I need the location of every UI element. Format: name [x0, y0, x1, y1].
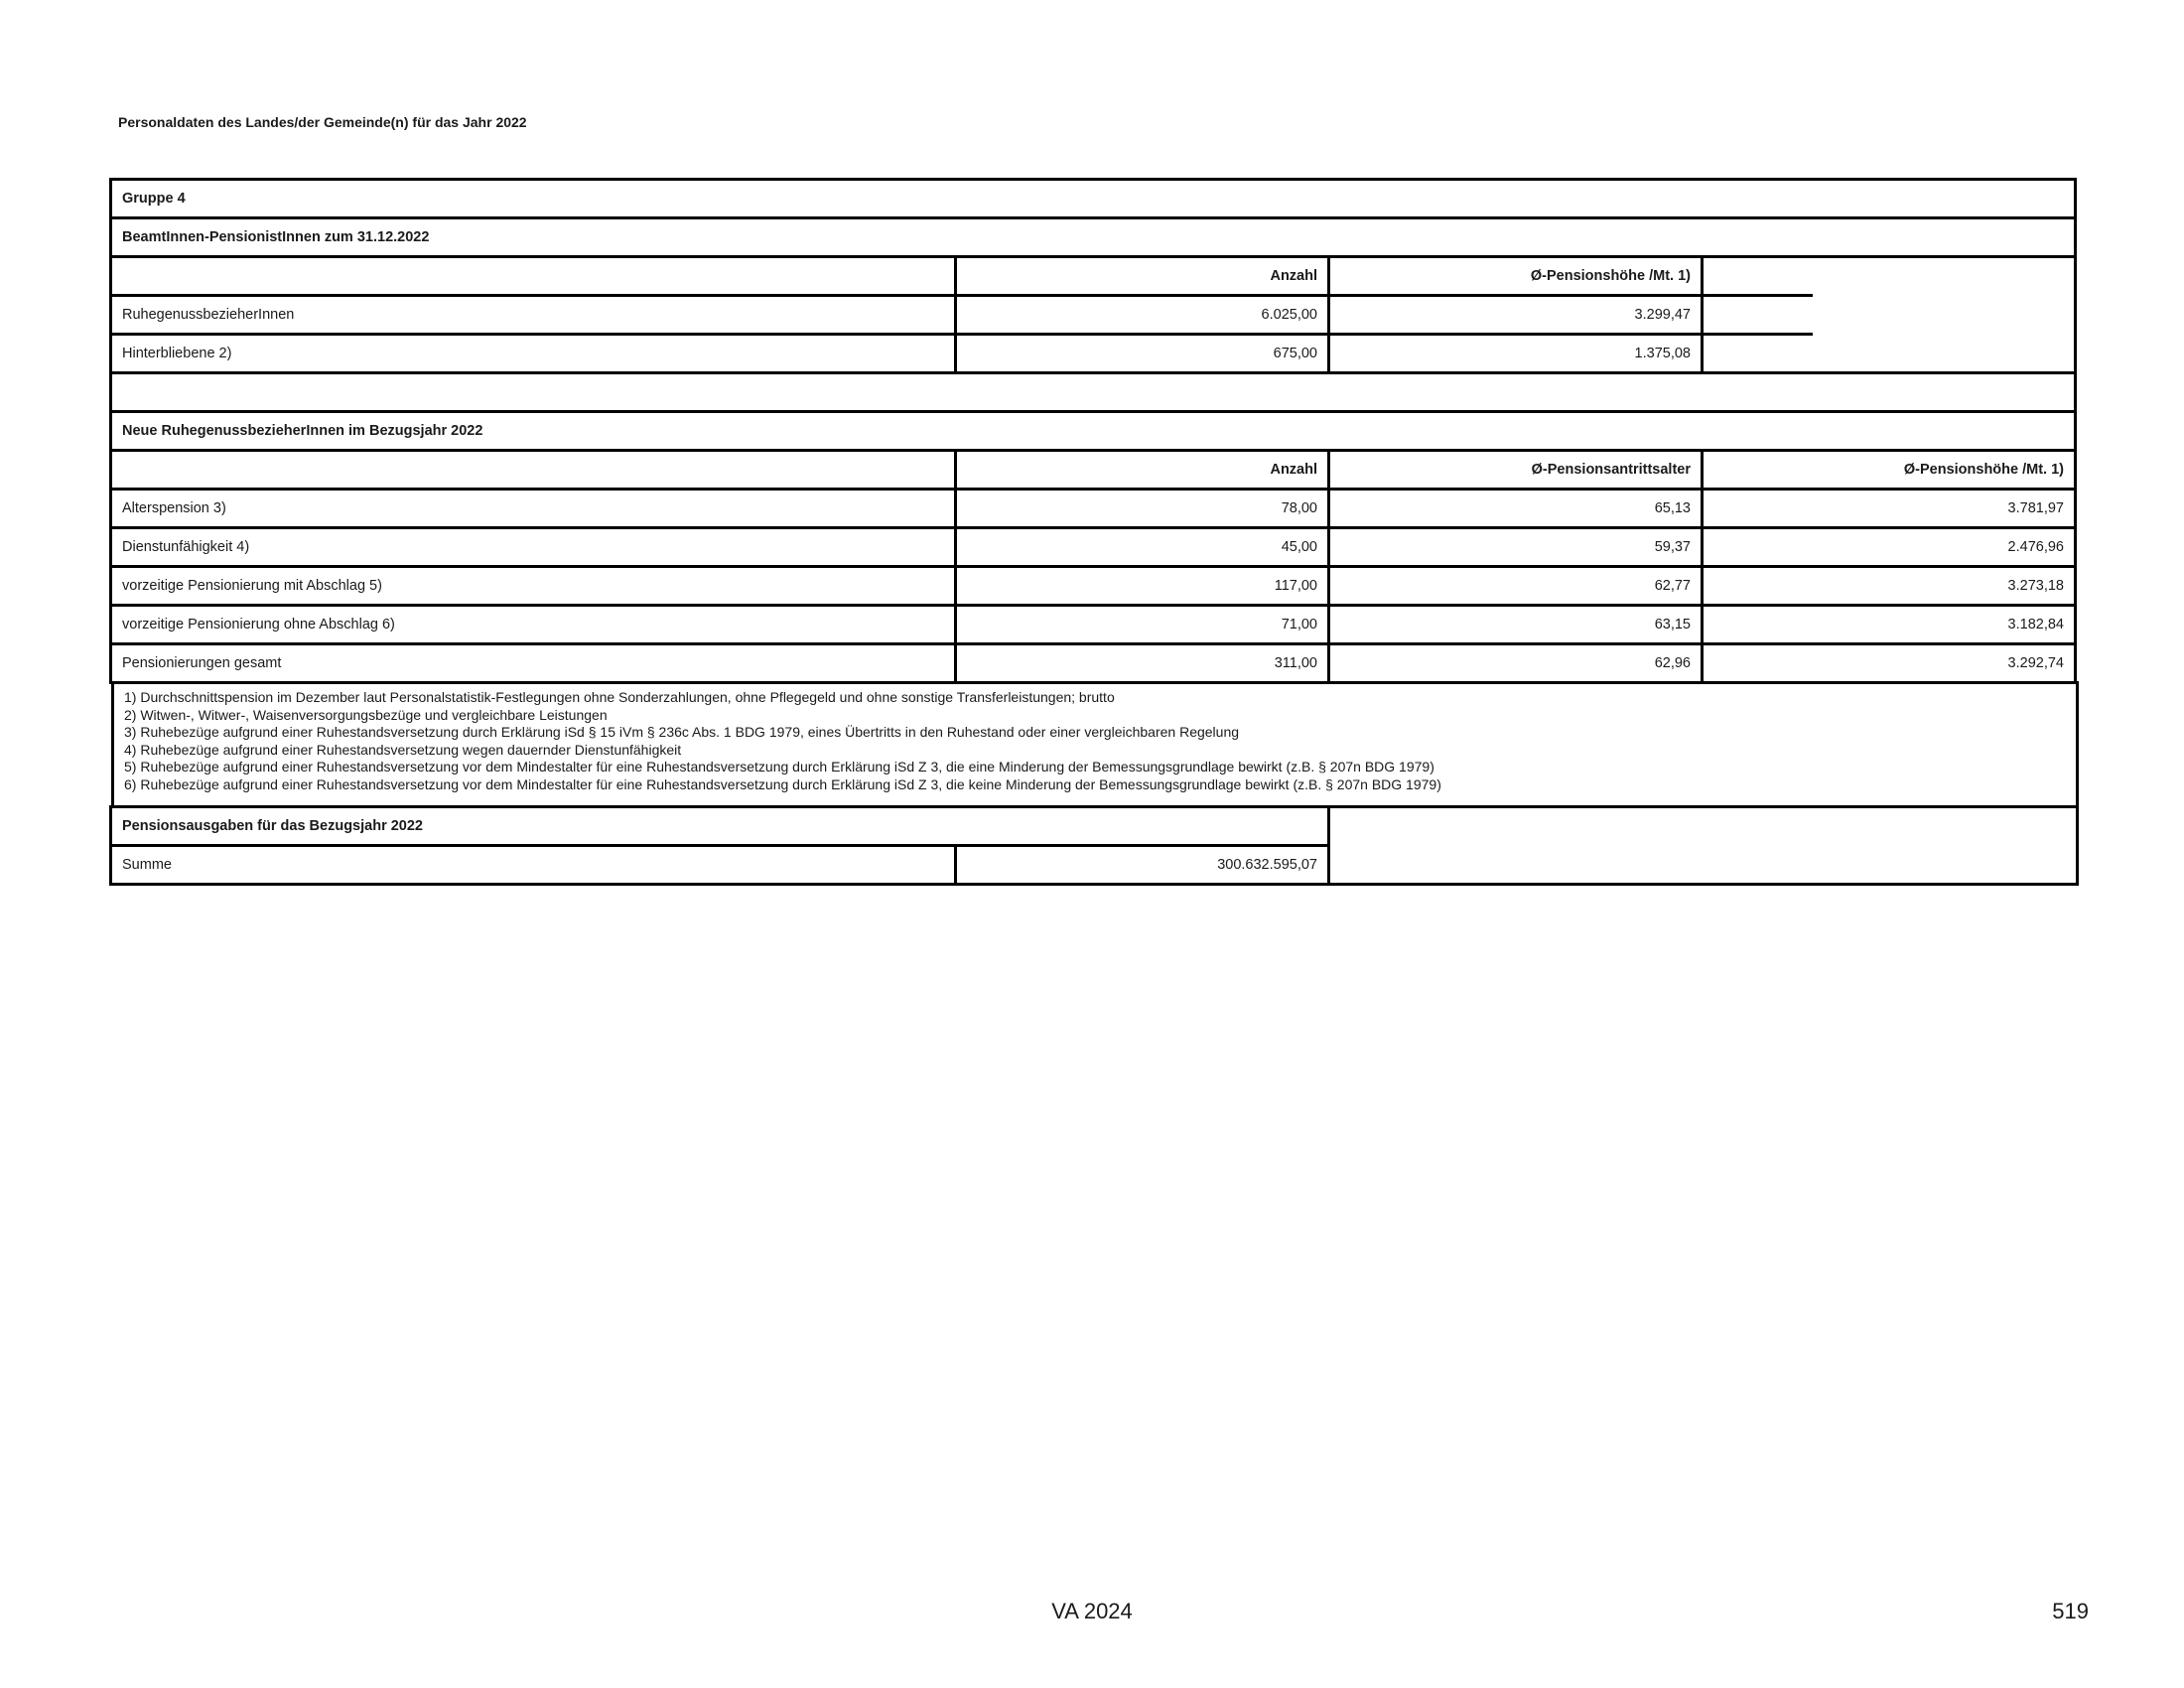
expenditure-sum-label: Summe	[122, 857, 172, 873]
new-recipients-row-age: 62,77	[1654, 578, 1691, 594]
pensioners-row-count: 6.025,00	[1261, 307, 1317, 323]
new-recipients-row-label: vorzeitige Pensionierung ohne Abschlag 6)	[122, 617, 395, 633]
pensioners-col-count: Anzahl	[1270, 268, 1317, 284]
new-recipients-col-count: Anzahl	[1270, 462, 1317, 478]
footnote: 5) Ruhebezüge aufgrund einer Ruhestandsversetzung vor dem Mindestalter für eine Ruhestandsversetzung durch Erklärung iSd Z 3, die eine Minderung der Bemessungsgrundlage bewirkt (z.B. § 207n BDG 1979)	[124, 759, 1434, 775]
footnotes	[111, 681, 2079, 808]
expenditure-heading: Pensionsausgaben für das Bezugsjahr 2022	[122, 818, 423, 834]
expenditure-sum-value: 300.632.595,07	[1217, 857, 1317, 873]
new-recipients-col-amount: Ø-Pensionshöhe /Mt. 1)	[1903, 462, 2064, 478]
new-recipients-row-label: vorzeitige Pensionierung mit Abschlag 5)	[122, 578, 382, 594]
new-recipients-row-age: 59,37	[1654, 539, 1691, 555]
group-label: Gruppe 4	[122, 191, 186, 207]
new-recipients-total-age: 62,96	[1654, 655, 1691, 671]
new-recipients-row-amount: 3.781,97	[2007, 500, 2064, 516]
pensioners-col-amount: Ø-Pensionshöhe /Mt. 1)	[1530, 268, 1691, 284]
footnote: 2) Witwen-, Witwer-, Waisenversorgungsbezüge und vergleichbare Leistungen	[124, 706, 608, 723]
page-number: 519	[2052, 1599, 2089, 1623]
new-recipients-row-label: Dienstunfähigkeit 4)	[122, 539, 250, 555]
new-recipients-row-amount: 2.476,96	[2007, 539, 2064, 555]
pensioners-row-amount: 1.375,08	[1634, 346, 1691, 361]
new-recipients-row-age: 65,13	[1654, 500, 1691, 516]
new-recipients-row-amount: 3.273,18	[2007, 578, 2064, 594]
new-recipients-row-count: 71,00	[1281, 617, 1317, 633]
new-recipients-total-label: Pensionierungen gesamt	[122, 655, 282, 671]
new-recipients-row-count: 117,00	[1274, 578, 1317, 594]
new-recipients-row-label: Alterspension 3)	[122, 500, 226, 516]
footnote: 3) Ruhebezüge aufgrund einer Ruhestandsversetzung durch Erklärung iSd § 15 iVm § 236c Abs. 1 BDG 1979, eines Übertritts in den Ruhestand oder einer vergleichbaren Regelung	[124, 724, 1240, 741]
pensioners-row-count: 675,00	[1273, 346, 1317, 361]
pensioners-row-label: RuhegenussbezieherInnen	[122, 307, 295, 323]
new-recipients-row-age: 63,15	[1654, 617, 1691, 633]
pensioners-row-amount: 3.299,47	[1634, 307, 1691, 323]
new-recipients-total-amount: 3.292,74	[2007, 655, 2064, 671]
footnote: 1) Durchschnittspension im Dezember laut Personalstatistik-Festlegungen ohne Sonderzahlungen, ohne Pflegegeld und ohne sonstige Transferleistungen; brutto	[124, 689, 1115, 705]
document-title: Personaldaten des Landes/der Gemeinde(n) für das Jahr 2022	[118, 114, 527, 130]
footer-label: VA 2024	[1051, 1599, 1133, 1623]
new-recipients-heading: Neue RuhegenussbezieherInnen im Bezugsjahr 2022	[122, 423, 483, 439]
pensioners-row-label: Hinterbliebene 2)	[122, 346, 232, 361]
new-recipients-total-count: 311,00	[1274, 655, 1317, 671]
new-recipients-row-amount: 3.182,84	[2007, 617, 2064, 633]
footnote: 6) Ruhebezüge aufgrund einer Ruhestandsversetzung vor dem Mindestalter für eine Ruhestandsversetzung durch Erklärung iSd Z 3, die keine Minderung der Bemessungsgrundlage bewirkt (z.B. § 207n BDG 1979)	[124, 775, 1441, 792]
footnote: 4) Ruhebezüge aufgrund einer Ruhestandsversetzung wegen dauernder Dienstunfähigkeit	[124, 741, 682, 758]
pensioners-heading: BeamtInnen-PensionistInnen zum 31.12.2022	[122, 229, 430, 245]
new-recipients-row-count: 78,00	[1281, 500, 1317, 516]
new-recipients-col-age: Ø-Pensionsantrittsalter	[1531, 462, 1691, 478]
new-recipients-row-count: 45,00	[1281, 539, 1317, 555]
